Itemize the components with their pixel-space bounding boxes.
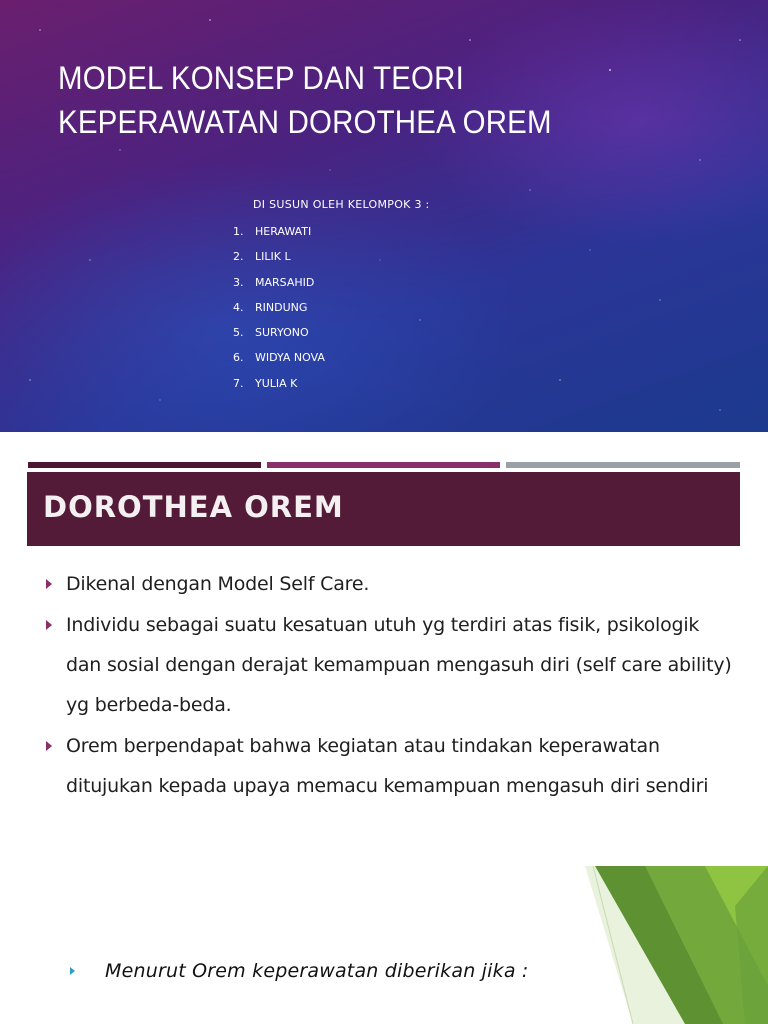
- author-number: 7.: [233, 376, 244, 390]
- authors-list: [233, 219, 325, 396]
- author-item: [233, 295, 325, 320]
- author-number: 3.: [233, 275, 244, 289]
- bullet-text: Individu sebagai suatu kesatuan utuh yg terdiri atas fisik, psikologik dan sosial dengan derajat kemampuan mengasuh diri (self care ability) yg berbeda-beda.: [66, 614, 732, 716]
- accent-bar-dark: [28, 462, 261, 468]
- author-name: SURYONO: [255, 326, 309, 340]
- author-number: 6.: [233, 351, 244, 365]
- author-item: [233, 219, 325, 244]
- author-number: 4.: [233, 300, 244, 314]
- author-number: 2.: [233, 250, 244, 264]
- bullet-text: Dikenal dengan Model Self Care.: [66, 573, 370, 595]
- bullet-arrow-icon: [70, 967, 75, 975]
- bullet-arrow-icon: [46, 741, 52, 751]
- author-item: [233, 320, 325, 345]
- author-item: [233, 371, 325, 396]
- author-name: YULIA K: [255, 376, 298, 390]
- bullet-item: [46, 564, 736, 604]
- accent-bar-magenta: [267, 462, 500, 468]
- title-line-2: KEPERAWATAN DOROTHEA OREM: [58, 104, 552, 140]
- author-item: [233, 244, 325, 269]
- author-item: [233, 270, 325, 295]
- bullet-arrow-icon: [46, 620, 52, 630]
- author-number: 5.: [233, 326, 244, 340]
- author-name: MARSAHID: [255, 275, 315, 289]
- author-item: [233, 345, 325, 370]
- presentation-title: [58, 56, 665, 144]
- title-slide: [0, 0, 768, 432]
- slide-heading: DOROTHEA OREM: [43, 490, 344, 524]
- author-name: HERAWATI: [255, 225, 312, 238]
- slide-header: [27, 472, 740, 546]
- bullet-list: [46, 564, 736, 807]
- green-triangle-decoration: [585, 866, 768, 1024]
- author-name: LILIK L: [255, 250, 291, 264]
- bullet-text: Menurut Orem keperawatan diberikan jika :: [105, 960, 529, 982]
- author-number: 1.: [233, 225, 244, 238]
- accent-bars: [28, 462, 740, 468]
- author-name: WIDYA NOVA: [255, 351, 325, 365]
- slide3-bullet: [70, 960, 529, 982]
- accent-bar-gray: [506, 462, 740, 468]
- partial-slide: [0, 866, 768, 1024]
- bullet-text: Orem berpendapat bahwa kegiatan atau tindakan keperawatan ditujukan kepada upaya memacu kemampuan mengasuh diri sendiri: [66, 735, 709, 797]
- bullet-item: [46, 726, 736, 806]
- bullet-arrow-icon: [46, 579, 52, 589]
- author-name: RINDUNG: [255, 300, 308, 314]
- content-slide: [0, 432, 768, 866]
- bullet-item: [46, 605, 736, 725]
- authors-heading: DI SUSUN OLEH KELOMPOK 3 :: [253, 198, 430, 211]
- title-line-1: MODEL KONSEP DAN TEORI: [58, 60, 464, 96]
